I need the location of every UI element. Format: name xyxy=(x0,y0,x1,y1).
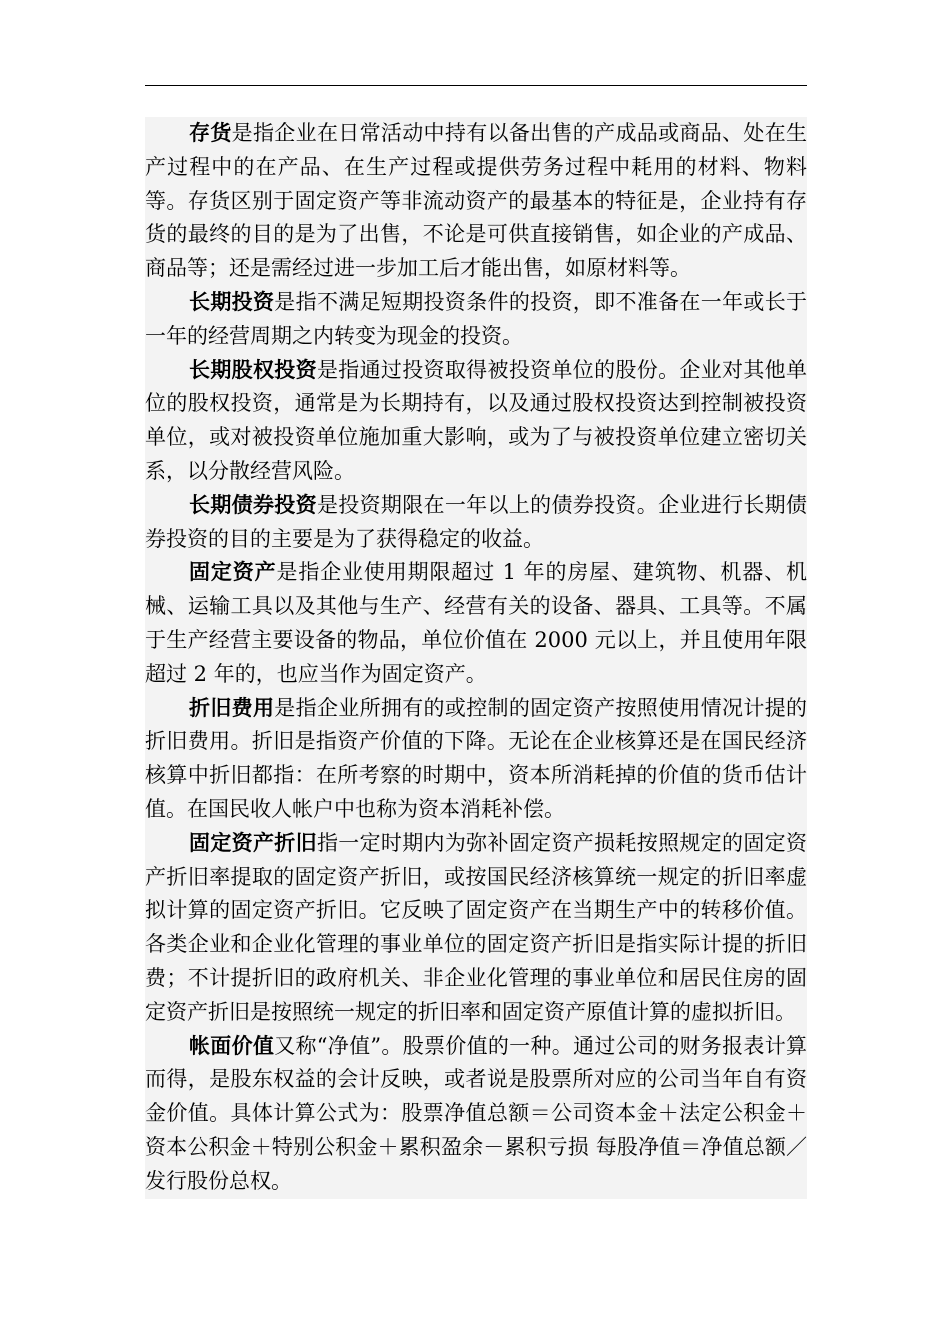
term: 长期债券投资 xyxy=(189,492,317,517)
term: 长期投资 xyxy=(189,289,275,314)
paragraph-long-term-bond-investment xyxy=(145,489,807,557)
paragraph-inventory xyxy=(145,117,807,286)
term: 折旧费用 xyxy=(189,695,275,720)
definition: 是指不满足短期投资条件的投资，即不准备在一年或长于一年的经营周期之内转变为现金的投资。 xyxy=(145,289,808,348)
term: 帐面价值 xyxy=(189,1033,275,1058)
paragraph-long-term-investment xyxy=(145,286,807,354)
definition: 又称“净值”。股票价值的一种。通过公司的财务报表计算而得，是股东权益的会计反映，或者说是股票所对应的公司当年自有资金价值。具体计算公式为：股票净值总额＝公司资本金＋法定公积金＋资本公积金＋特别公积金＋累积盈余－累积亏损 每股净值＝净值总额／发行股份总权。 xyxy=(145,1033,807,1193)
header-rule xyxy=(145,85,807,86)
paragraph-book-value xyxy=(145,1030,807,1199)
definition: 是指通过投资取得被投资单位的股份。企业对其他单位的股权投资，通常是为长期持有，以及通过股权投资达到控制被投资单位，或对被投资单位施加重大影响，或为了与被投资单位建立密切关系，以分散经营风险。 xyxy=(145,357,808,483)
term: 长期股权投资 xyxy=(189,357,317,382)
document-body xyxy=(145,117,807,1199)
paragraph-depreciation-expense xyxy=(145,692,807,827)
term: 存货 xyxy=(189,121,232,145)
term: 固定资产折旧 xyxy=(189,830,317,855)
definition: 是投资期限在一年以上的债券投资。企业进行长期债券投资的目的主要是为了获得稳定的收益。 xyxy=(145,492,808,551)
definition: 是指企业所拥有的或控制的固定资产按照使用情况计提的折旧费用。折旧是指资产价值的下降。无论在企业核算还是在国民经济核算中折旧都指：在所考察的时期中，资本所消耗掉的价值的货币估计值。在国民收人帐户中也称为资本消耗补偿。 xyxy=(145,695,808,821)
paragraph-fixed-assets xyxy=(145,556,807,691)
paragraph-fixed-asset-depreciation xyxy=(145,827,807,1030)
definition: 是指企业在日常活动中持有以备出售的产成品或商品、处在生产过程中的在产品、在生产过程或提供劳务过程中耗用的材料、物料等。存货区别于固定资产等非流动资产的最基本的特征是，企业持有存货的最终的目的是为了出售，不论是可供直接销售，如企业的产成品、商品等；还是需经过进一步加工后才能出售，如原材料等。 xyxy=(145,121,808,281)
paragraph-long-term-equity-investment xyxy=(145,354,807,489)
definition: 指一定时期内为弥补固定资产损耗按照规定的固定资产折旧率提取的固定资产折旧，或按国民经济核算统一规定的折旧率虚拟计算的固定资产折旧。它反映了固定资产在当期生产中的转移价值。各类企业和企业化管理的事业单位的固定资产折旧是指实际计提的折旧费；不计提折旧的政府机关、非企业化管理的事业单位和居民住房的固定资产折旧是按照统一规定的折旧率和固定资产原值计算的虚拟折旧。 xyxy=(145,830,808,1024)
definition: 是指企业使用期限超过 1 年的房屋、建筑物、机器、机械、运输工具以及其他与生产、经营有关的设备、器具、工具等。不属于生产经营主要设备的物品，单位价值在 2000 元以上，并且使用年限超过 2 年的，也应当作为固定资产。 xyxy=(145,560,807,686)
term: 固定资产 xyxy=(189,560,277,585)
